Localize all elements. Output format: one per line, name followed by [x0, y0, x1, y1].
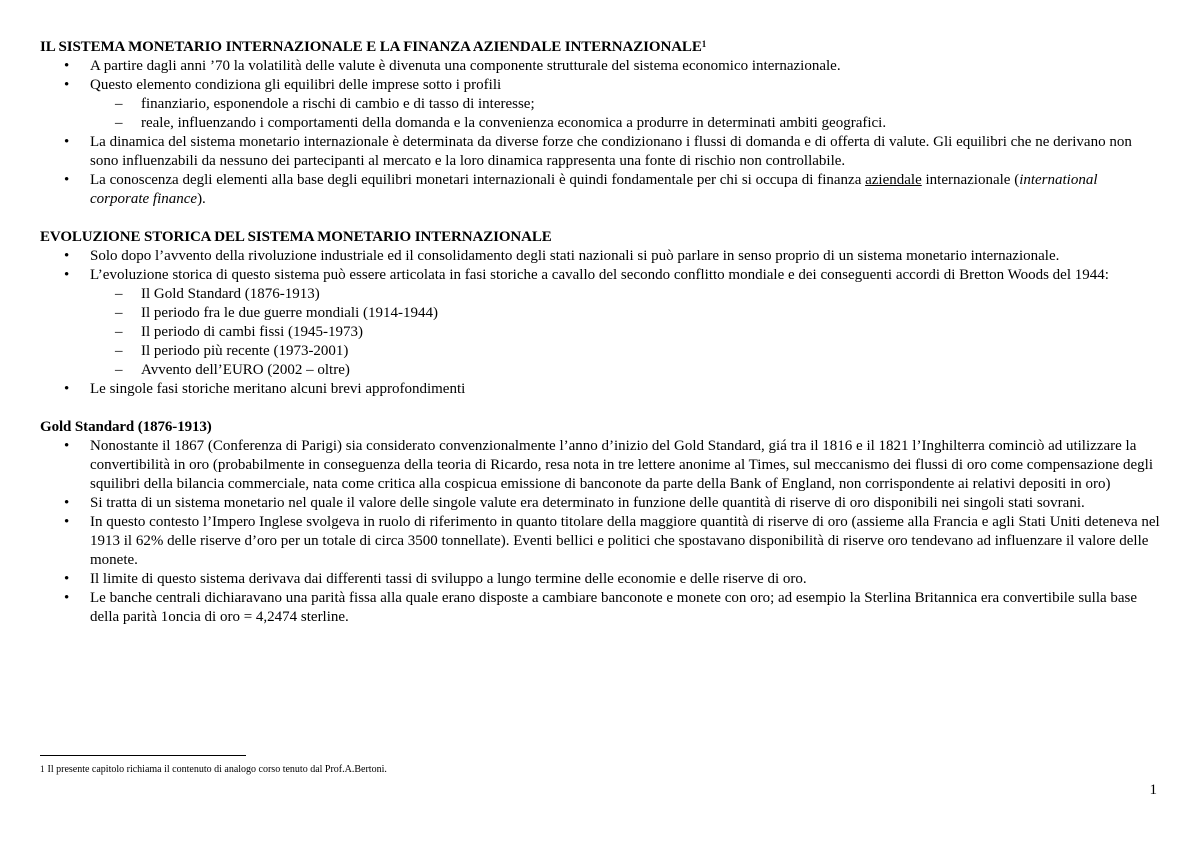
section-sistema-monetario — [40, 38, 1160, 209]
dash-item: – finanziario, esponendole a rischi di cambio e di tasso di interesse; — [90, 95, 1160, 114]
bullet-item: • La conoscenza degli elementi alla base degli equilibri monetari internazionali è quindi fondamentale per chi si occupa di finanza aziendale internazionale (international corporate finance). — [40, 171, 1160, 209]
bullet-item: • A partire dagli anni ’70 la volatilità delle valute è divenuta una componente strutturale del sistema economico internazionale. — [40, 57, 1160, 76]
bullet-item: • Si tratta di un sistema monetario nel quale il valore delle singole valute era determinato in funzione delle quantità di riserve di oro disponibili nei singoli stati sovrani. — [40, 494, 1160, 513]
bullet-item: • Le singole fasi storiche meritano alcuni brevi approfondimenti — [40, 380, 1160, 399]
footnote-mark: 1 — [40, 764, 45, 774]
bullet-list — [40, 247, 1160, 399]
bullet-item: • Le banche centrali dichiaravano una parità fissa alla quale erano disposte a cambiare banconote e monete con oro; ad esempio la Sterlina Britannica era convertibile sulla base della parità 1oncia di oro = 4,2474 sterline. — [40, 589, 1160, 627]
bullet-item: • La dinamica del sistema monetario internazionale è determinata da diverse forze che condizionano i flussi di domanda e di offerta di valute. Gli equilibri che ne derivano non sono influenzabili da nessuno dei partecipanti al mercato e la loro dinamica rappresenta una fonte di rischio non controllabile. — [40, 133, 1160, 171]
page-number: 1 — [1149, 782, 1157, 798]
bullet-list — [40, 57, 1160, 209]
dash-item: – Avvento dell’EURO (2002 – oltre) — [90, 361, 1160, 380]
document-page — [40, 38, 1160, 627]
bullet-list — [40, 437, 1160, 627]
footnote-text: Il presente capitolo richiama il contenuto di analogo corso tenuto dal Prof.A.Bertoni. — [47, 764, 387, 775]
bullet-item: • In questo contesto l’Impero Inglese svolgeva in ruolo di riferimento in quanto titolare della maggiore quantità di riserve di oro (assieme alla Francia e agli Stati Uniti deteneva nel 1913 il 62% delle riserve d’oro per un totale di circa 3500 tonnellate). Eventi bellici e politici che spostavano disponibilità di riserve oro tendevano ad influenzare il valore delle monete. — [40, 513, 1160, 570]
section-title: IL SISTEMA MONETARIO INTERNAZIONALE E LA FINANZA AZIENDALE INTERNAZIONALE$^1$ — [40, 39, 707, 55]
bullet-item: • Nonostante il 1867 (Conferenza di Parigi) sia considerato convenzionalmente l’anno d’inizio del Gold Standard, giá tra il 1816 e il 1821 l’Inghilterra cominciò ad utilizzare la convertibilità in oro (probabilmente in conseguenza della teoria di Ricardo, resa nota in tre lettere anonime al Times, sul meccanismo dei flussi di oro come compensazione degli squilibri della bilancia commerciale, nata come critica alla cospicua emissione di banconote da parte della Bank of England, non corrispondente ai relativi depositi in oro) — [40, 437, 1160, 494]
section-title: EVOLUZIONE STORICA DEL SISTEMA MONETARIO INTERNAZIONALE — [40, 229, 552, 245]
bullet-item: • Questo elemento condiziona gli equilibri delle imprese sotto i profili – finanziario, esponendole a rischi di cambio e di tasso di interesse; – reale, influenzando i comportamenti della domanda e la convenienza economica a produrre in determinati ambiti geografici. — [40, 76, 1160, 133]
bullet-item: • Solo dopo l’avvento della rivoluzione industriale ed il consolidamento degli stati nazionali si può parlare in senso proprio di un sistema monetario internazionale. — [40, 247, 1160, 266]
bullet-item: • Il limite di questo sistema derivava dai differenti tassi di sviluppo a lungo termine delle economie e delle riserve di oro. — [40, 570, 1160, 589]
dash-item: – Il periodo fra le due guerre mondiali (1914-1944) — [90, 304, 1160, 323]
bullet-item: • L’evoluzione storica di questo sistema può essere articolata in fasi storiche a cavallo del secondo conflitto mondiale e dei conseguenti accordi di Bretton Woods del 1944: – Il Gold Standard (1876-1913) – Il periodo fra le due guerre mondiali (1914-1944) – Il periodo di cambi fissi (1945-1973) – Il periodo più recente (1973-2001) – Avvento dell’EURO (2002 – oltre) — [40, 266, 1160, 380]
dash-list — [90, 95, 1160, 133]
dash-item: – Il periodo più recente (1973-2001) — [90, 342, 1160, 361]
dash-item: – reale, influenzando i comportamenti della domanda e la convenienza economica a produrre in determinati ambiti geografici. — [90, 114, 1160, 133]
section-gold-standard — [40, 418, 1160, 627]
section-title: Gold Standard (1876-1913) — [40, 419, 212, 435]
dash-item: – Il periodo di cambi fissi (1945-1973) — [90, 323, 1160, 342]
dash-list — [90, 285, 1160, 380]
italic-term: international corporate finance — [90, 172, 1098, 207]
underlined-word: aziendale — [865, 172, 922, 188]
footnote-separator — [40, 755, 246, 756]
dash-item: – Il Gold Standard (1876-1913) — [90, 285, 1160, 304]
footnote — [40, 763, 387, 776]
section-evoluzione-storica — [40, 228, 1160, 399]
footnote-ref[interactable]: 1 — [701, 39, 707, 49]
